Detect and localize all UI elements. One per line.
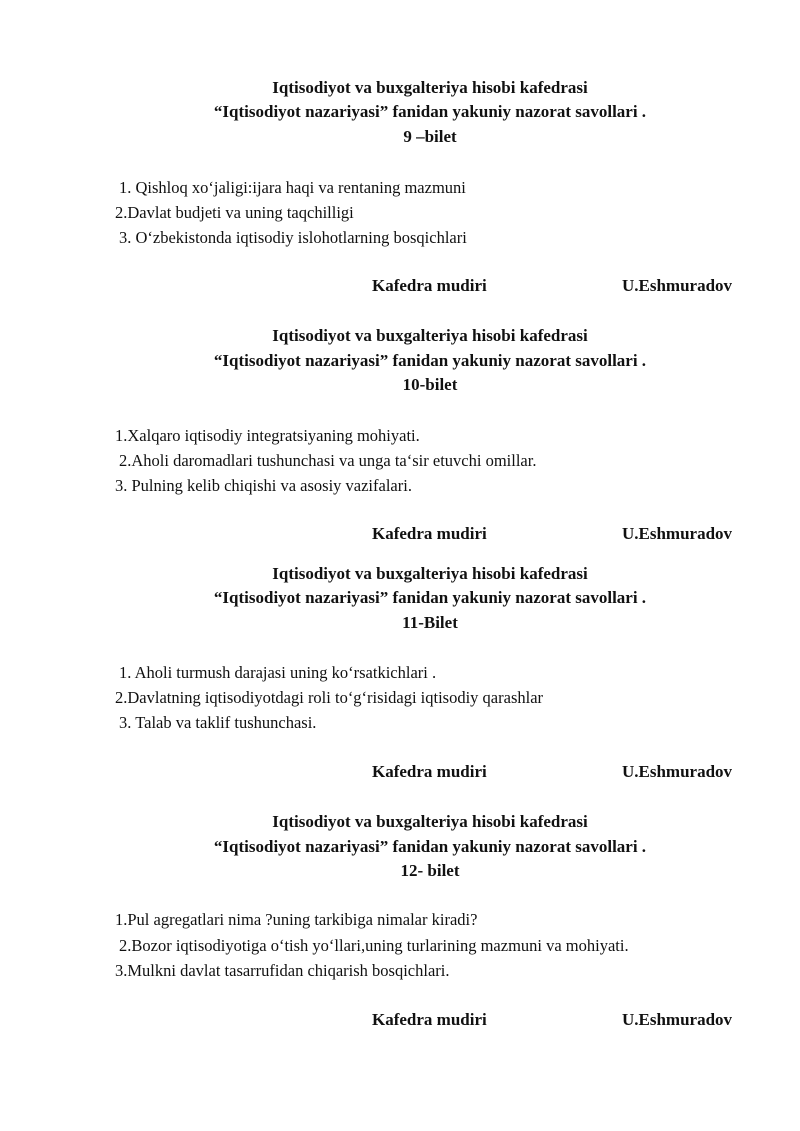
ticket-label: 12- bilet <box>400 861 460 880</box>
subject-heading: “Iqtisodiyot nazariyasi” fanidan yakuniy nazorat savollari . <box>213 837 647 856</box>
question-3: 3. O‘zbekistonda iqtisodiy islohotlarning bosqichlari <box>119 228 467 247</box>
signature-name: U.Eshmuradov <box>622 762 733 781</box>
question-2: 2.Bozor iqtisodiyotiga o‘tish yo‘llari,uning turlarining mazmuni va mohiyati. <box>119 936 629 955</box>
question-3: 3.Mulkni davlat tasarrufidan chiqarish bosqichlari. <box>115 961 450 980</box>
question-2: 2.Davlatning iqtisodiyotdagi roli to‘g‘risidagi iqtisodiy qarashlar <box>115 688 544 707</box>
signature-name: U.Eshmuradov <box>622 524 733 543</box>
department-heading: Iqtisodiyot va buxgalteriya hisobi kafedrasi <box>272 564 588 583</box>
subject-heading: “Iqtisodiyot nazariyasi” fanidan yakuniy nazorat savollari . <box>213 102 647 121</box>
question-1: 1. Aholi turmush darajasi uning ko‘rsatkichlari . <box>119 663 437 682</box>
subject-heading: “Iqtisodiyot nazariyasi” fanidan yakuniy nazorat savollari . <box>213 351 647 370</box>
question-1: 1.Pul agregatlari nima ?uning tarkibiga nimalar kiradi? <box>115 910 478 929</box>
department-heading: Iqtisodiyot va buxgalteriya hisobi kafedrasi <box>272 812 588 831</box>
ticket-label: 9 –bilet <box>403 127 457 146</box>
question-1: 1.Xalqaro iqtisodiy integratsiyaning mohiyati. <box>115 426 420 445</box>
question-2: 2.Aholi daromadlari tushunchasi va unga ta‘sir etuvchi omillar. <box>119 451 537 470</box>
subject-heading: “Iqtisodiyot nazariyasi” fanidan yakuniy nazorat savollari . <box>213 588 647 607</box>
question-2: 2.Davlat budjeti va uning taqchilligi <box>115 203 354 222</box>
signature-role: Kafedra mudiri <box>372 524 487 543</box>
question-3: 3. Talab va taklif tushunchasi. <box>119 713 317 732</box>
question-3: 3. Pulning kelib chiqishi va asosiy vazifalari. <box>115 476 412 495</box>
ticket-label: 11-Bilet <box>402 613 458 632</box>
department-heading: Iqtisodiyot va buxgalteriya hisobi kafedrasi <box>272 78 588 97</box>
signature-role: Kafedra mudiri <box>372 276 487 295</box>
signature-role: Kafedra mudiri <box>372 1010 487 1029</box>
question-1: 1. Qishloq xo‘jaligi:ijara haqi va rentaning mazmuni <box>119 178 466 197</box>
signature-role: Kafedra mudiri <box>372 762 487 781</box>
signature-name: U.Eshmuradov <box>622 276 733 295</box>
signature-name: U.Eshmuradov <box>622 1010 733 1029</box>
ticket-label: 10-bilet <box>402 375 458 394</box>
department-heading: Iqtisodiyot va buxgalteriya hisobi kafedrasi <box>272 326 588 345</box>
